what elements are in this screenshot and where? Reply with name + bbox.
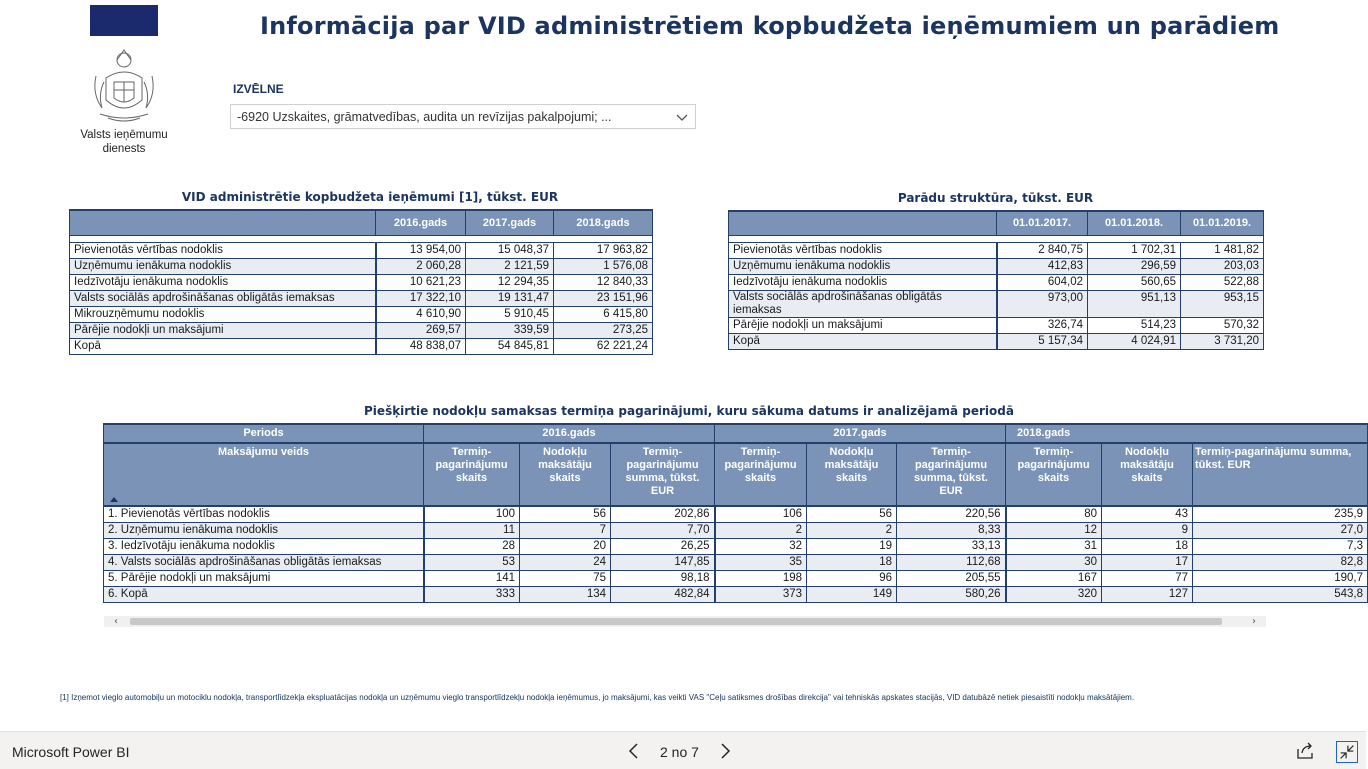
table-row [104, 538, 1368, 554]
cell-value: 7,70 [611, 522, 715, 538]
cell-value: 75 [520, 570, 611, 586]
table-row [729, 274, 1264, 290]
cell-value: 482,84 [611, 586, 715, 602]
cell-value: 5 910,45 [466, 306, 554, 322]
debt-header-blank [729, 211, 997, 235]
scroll-left-icon[interactable]: ‹ [114, 616, 118, 627]
cell-value: 570,32 [1181, 317, 1264, 333]
col-extensions-sum: Termiņ-pagarinājumu summa, tūkst. EUR [1193, 443, 1368, 505]
extension-table [103, 423, 1368, 603]
cell-value: 3 731,20 [1181, 333, 1264, 349]
cell-value: 20 [520, 538, 611, 554]
cell-value: 5 157,34 [997, 333, 1088, 349]
cell-value: 35 [715, 554, 807, 570]
cell-value: 17 322,10 [376, 290, 466, 306]
row-name: Kopā [70, 338, 376, 354]
chevron-left-icon[interactable] [624, 741, 644, 761]
debt-table-title: Parādu struktūra, tūkst. EUR [897, 191, 1094, 205]
cell-value: 48 838,07 [376, 338, 466, 354]
table-row-total [729, 333, 1264, 349]
debt-header-2018: 01.01.2018. [1088, 211, 1181, 235]
cell-value: 560,65 [1088, 274, 1181, 290]
cell-value: 18 [1102, 538, 1193, 554]
row-label-text: Maksājumu veids [217, 446, 310, 458]
cell-value: 77 [1102, 570, 1193, 586]
year-header-2016: 2016.gads [424, 424, 715, 443]
cell-value: 43 [1102, 506, 1193, 522]
row-name: 6. Kopā [104, 586, 424, 602]
cell-value: 127 [1102, 586, 1193, 602]
cell-value: 30 [1006, 554, 1102, 570]
filter-dropdown[interactable] [230, 104, 696, 129]
cell-value: 973,00 [997, 290, 1088, 317]
extension-table-title: Piešķirtie nodokļu samaksas termiņa pagarinājumi, kuru sākuma datums ir analizējamā periodā [364, 404, 1014, 418]
cell-value: 26,25 [611, 538, 715, 554]
org-name-line1: Valsts ieņēmumu [80, 129, 168, 141]
cell-value: 235,9 [1193, 506, 1368, 522]
row-name: Kopā [729, 333, 997, 349]
org-name [60, 128, 188, 156]
cell-value: 167 [1006, 570, 1102, 586]
cell-value: 6 415,80 [554, 306, 653, 322]
cell-value: 54 845,81 [466, 338, 554, 354]
table-row [70, 258, 653, 274]
cell-value: 339,59 [466, 322, 554, 338]
cell-value: 24 [520, 554, 611, 570]
row-name: Iedzīvotāju ienākuma nodoklis [729, 274, 997, 290]
page-title: Informācija par VID administrētiem kopbudžeta ieņēmumiem un parādiem [260, 12, 1280, 40]
sort-up-icon[interactable] [110, 496, 118, 502]
revenue-header-2018: 2018.gads [554, 210, 653, 235]
col-extensions-sum: Termiņ-pagarinājumu summa, tūkst. EUR [611, 443, 715, 505]
cell-value: 4 024,91 [1088, 333, 1181, 349]
cell-value: 17 963,82 [554, 242, 653, 258]
cell-value: 9 [1102, 522, 1193, 538]
cell-value: 80 [1006, 506, 1102, 522]
cell-value: 4 610,90 [376, 306, 466, 322]
row-name: Iedzīvotāju ienākuma nodoklis [70, 274, 376, 290]
col-taxpayers-count: Nodokļu maksātāju skaits [1102, 443, 1193, 505]
app-name: Microsoft Power BI [12, 744, 130, 760]
cell-value: 514,23 [1088, 317, 1181, 333]
flag [90, 5, 158, 36]
cell-value: 17 [1102, 554, 1193, 570]
scroll-right-icon[interactable]: › [1252, 616, 1256, 627]
col-extensions-sum: Termiņ-pagarinājumu summa, tūkst. EUR [897, 443, 1006, 505]
cell-value: 96 [807, 570, 897, 586]
cell-value: 412,83 [997, 258, 1088, 274]
cell-value: 522,88 [1181, 274, 1264, 290]
cell-value: 951,13 [1088, 290, 1181, 317]
cell-value: 12 [1006, 522, 1102, 538]
cell-value: 98,18 [611, 570, 715, 586]
year-header-2017: 2017.gads [715, 424, 1006, 443]
cell-value: 27,0 [1193, 522, 1368, 538]
col-extensions-count: Termiņ-pagarinājumu skaits [424, 443, 520, 505]
col-taxpayers-count: Nodokļu maksātāju skaits [520, 443, 611, 505]
cell-value: 62 221,24 [554, 338, 653, 354]
row-name: Valsts sociālās apdrošināšanas obligātās iemaksas [70, 290, 376, 306]
cell-value: 320 [1006, 586, 1102, 602]
table-row [70, 274, 653, 290]
cell-value: 112,68 [897, 554, 1006, 570]
cell-value: 15 048,37 [466, 242, 554, 258]
table-row [70, 306, 653, 322]
debt-header-2017: 01.01.2017. [997, 211, 1088, 235]
cell-value: 333 [424, 586, 520, 602]
row-name: Pievienotās vērtības nodoklis [70, 242, 376, 258]
chevron-right-icon[interactable] [715, 741, 735, 761]
revenue-header-blank [70, 210, 376, 235]
power-bi-bottom-bar [0, 731, 1366, 769]
table-row-total [70, 338, 653, 354]
col-extensions-count: Termiņ-pagarinājumu skaits [715, 443, 807, 505]
revenue-header-2016: 2016.gads [376, 210, 466, 235]
table-row-total [104, 586, 1368, 602]
row-name: 2. Uzņēmumu ienākuma nodoklis [104, 522, 424, 538]
revenue-header-2017: 2017.gads [466, 210, 554, 235]
debt-table [728, 210, 1264, 350]
footnote: [1] Izņemot vieglo automobiļu un motociklu nodokļa, transportlīdzekļa ekspluatācijas nodokļa un uzņēmumu vieglo transportlīdzekļu nodokļa ieņēmumus, jo maksājumi, kas veikti VAS "Ceļu satiksmes drošības direkcija" vai tehniskās apskates stacijās, VID datubāzē netiek piesaistīti nodokļu maksātājiem. [60, 693, 1135, 702]
cell-value: 190,7 [1193, 570, 1368, 586]
table-row [729, 258, 1264, 274]
cell-value: 31 [1006, 538, 1102, 554]
row-name: Mikrouzņēmumu nodoklis [70, 306, 376, 322]
period-header: Periods [104, 424, 424, 443]
exit-fullscreen-icon[interactable] [1336, 741, 1358, 763]
cell-value: 2 840,75 [997, 242, 1088, 258]
row-name: 3. Iedzīvotāju ienākuma nodoklis [104, 538, 424, 554]
table-row [729, 290, 1264, 317]
cell-value: 100 [424, 506, 520, 522]
year-header-2018: 2018.gads [1006, 424, 1368, 443]
cell-value: 149 [807, 586, 897, 602]
cell-value: 2 [715, 522, 807, 538]
cell-value: 56 [520, 506, 611, 522]
cell-value: 8,33 [897, 522, 1006, 538]
cell-value: 19 131,47 [466, 290, 554, 306]
cell-value: 2 121,59 [466, 258, 554, 274]
cell-value: 28 [424, 538, 520, 554]
revenue-table [69, 209, 653, 355]
cell-value: 7,3 [1193, 538, 1368, 554]
row-name: Pievienotās vērtības nodoklis [729, 242, 997, 258]
table-row [104, 506, 1368, 522]
row-name: Pārējie nodokļi un maksājumi [70, 322, 376, 338]
spacer-row [729, 235, 1264, 242]
filter-label: IZVĒLNE [233, 82, 284, 96]
cell-value: 2 060,28 [376, 258, 466, 274]
row-name: 4. Valsts sociālās apdrošināšanas obligātās iemaksas [104, 554, 424, 570]
cell-value: 13 954,00 [376, 242, 466, 258]
cell-value: 106 [715, 506, 807, 522]
cell-value: 23 151,96 [554, 290, 653, 306]
row-label-header[interactable] [104, 443, 424, 505]
scrollbar-thumb[interactable] [130, 618, 1222, 625]
cell-value: 543,8 [1193, 586, 1368, 602]
cell-value: 326,74 [997, 317, 1088, 333]
cell-value: 580,26 [897, 586, 1006, 602]
table-row [729, 242, 1264, 258]
cell-value: 296,59 [1088, 258, 1181, 274]
cell-value: 19 [807, 538, 897, 554]
spacer-row [70, 235, 653, 242]
coat-of-arms-logo [88, 48, 160, 126]
cell-value: 1 576,08 [554, 258, 653, 274]
row-name: Pārējie nodokļi un maksājumi [729, 317, 997, 333]
cell-value: 56 [807, 506, 897, 522]
table-row [729, 317, 1264, 333]
extension-table-viewport [103, 423, 1364, 603]
cell-value: 205,55 [897, 570, 1006, 586]
table-row [104, 554, 1368, 570]
table-row [104, 522, 1368, 538]
cell-value: 134 [520, 586, 611, 602]
cell-value: 203,03 [1181, 258, 1264, 274]
row-name: Uzņēmumu ienākuma nodoklis [729, 258, 997, 274]
org-name-line2: dienests [102, 143, 146, 155]
cell-value: 11 [424, 522, 520, 538]
cell-value: 141 [424, 570, 520, 586]
cell-value: 1 481,82 [1181, 242, 1264, 258]
cell-value: 202,86 [611, 506, 715, 522]
chevron-down-icon [675, 110, 689, 124]
share-icon[interactable] [1295, 741, 1315, 761]
cell-value: 10 621,23 [376, 274, 466, 290]
row-name: Uzņēmumu ienākuma nodoklis [70, 258, 376, 274]
table-row [70, 242, 653, 258]
col-extensions-count: Termiņ-pagarinājumu skaits [1006, 443, 1102, 505]
cell-value: 373 [715, 586, 807, 602]
revenue-table-title: VID administrētie kopbudžeta ieņēmumi [1], tūkst. EUR [181, 190, 559, 204]
cell-value: 2 [807, 522, 897, 538]
cell-value: 220,56 [897, 506, 1006, 522]
cell-value: 32 [715, 538, 807, 554]
cell-value: 147,85 [611, 554, 715, 570]
cell-value: 953,15 [1181, 290, 1264, 317]
debt-header-2019: 01.01.2019. [1181, 211, 1264, 235]
row-name: Valsts sociālās apdrošināšanas obligātās iemaksas [729, 290, 997, 317]
cell-value: 269,57 [376, 322, 466, 338]
table-row [70, 290, 653, 306]
cell-value: 33,13 [897, 538, 1006, 554]
table-row [70, 322, 653, 338]
cell-value: 12 840,33 [554, 274, 653, 290]
cell-value: 198 [715, 570, 807, 586]
table-row [104, 570, 1368, 586]
row-name: 5. Pārējie nodokļi un maksājumi [104, 570, 424, 586]
filter-dropdown-value: -6920 Uzskaites, grāmatvedības, audita un revīzijas pakalpojumi; ... [237, 110, 612, 124]
cell-value: 82,8 [1193, 554, 1368, 570]
horizontal-scrollbar[interactable] [104, 616, 1266, 627]
cell-value: 273,25 [554, 322, 653, 338]
cell-value: 7 [520, 522, 611, 538]
cell-value: 604,02 [997, 274, 1088, 290]
cell-value: 18 [807, 554, 897, 570]
cell-value: 12 294,35 [466, 274, 554, 290]
col-taxpayers-count: Nodokļu maksātāju skaits [807, 443, 897, 505]
row-name: 1. Pievienotās vērtības nodoklis [104, 506, 424, 522]
cell-value: 53 [424, 554, 520, 570]
cell-value: 1 702,31 [1088, 242, 1181, 258]
page-indicator: 2 no 7 [660, 744, 699, 760]
